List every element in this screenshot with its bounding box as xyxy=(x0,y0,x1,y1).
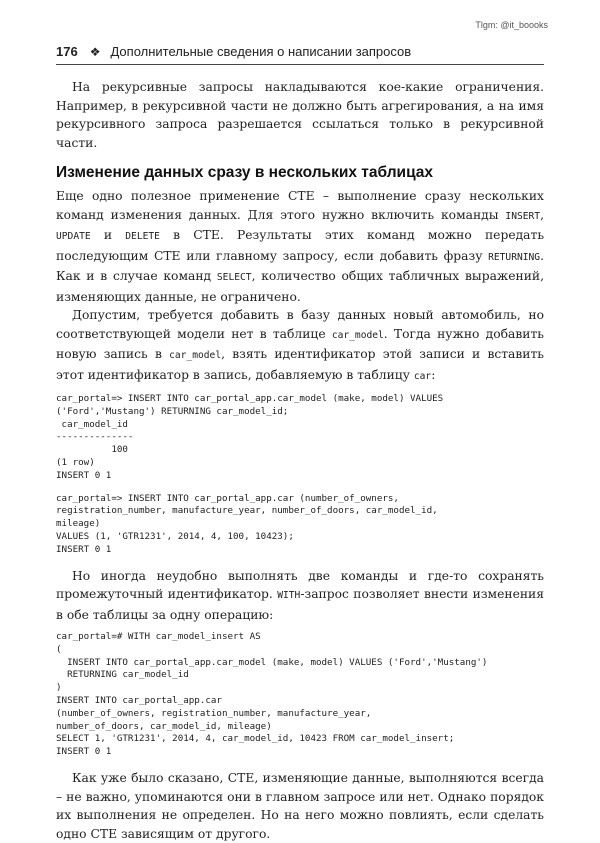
chapter-title: Дополнительные сведения о написании запросов xyxy=(110,44,412,59)
code-inline: RETURNING xyxy=(488,251,541,263)
code-inline: WITH xyxy=(277,590,301,602)
code-inline: DELETE xyxy=(125,231,160,242)
code-inline: SELECT xyxy=(216,272,252,283)
code-inline: UPDATE xyxy=(56,231,91,242)
code-block-insert-car: car_portal=> INSERT INTO car_portal_app.car (number_of_owners, registration_number, manufacture_year, number_of_doors, car_model_id, mileage) VALUES (1, 'GTR1231', 2014, 4, 100, 10423); INSERT 0 1 xyxy=(56,492,438,555)
code-block-with-insert: car_portal=# WITH car_model_insert AS ( INSERT INTO car_portal_app.car_model (make, model) VALUES ('Ford','Mustang') RETURNING car_model_id ) INSERT INTO car_portal_app.car (number_of_owners, registration_number, manufacture_year, number_of_doors, car_model_id, mileage) SELECT 1, 'GTR1231', 2014, 4, car_model_id, 10423 FROM car_model_insert; INSERT 0 1 xyxy=(56,631,488,758)
code-inline: car_model xyxy=(169,350,222,361)
page-body xyxy=(56,78,544,843)
paragraph-recursive-limits: На рекурсивные запросы накладываются кое-какие ограничения. Например, в рекурсивной части не должно быть агрегирования, а на имя рекурсивного запроса разрешается ссылаться только в рекурсивной части. xyxy=(56,80,544,150)
code-inline: car xyxy=(413,370,432,382)
paragraph-with-query: Но иногда неудобно выполнять две команды и где-то сохранять промежуточный идентификатор. WITH-запрос позволяет внести изменения в обе таблицы за одну операцию: xyxy=(56,568,544,622)
page-number: 176 xyxy=(56,44,78,59)
paragraph-new-car: Допустим, требуется добавить в базу данных новый автомобиль, но соответствующей модели нет в таблице car_model. Тогда нужно добавить новую запись в car_model, взять идентификатор этой записи и вставить этот идентификатор в запись, добавляемую в таблицу car: xyxy=(56,308,545,382)
watermark: Tlgm: @it_boooks xyxy=(475,20,548,30)
code-block-insert-model: car_portal=> INSERT INTO car_portal_app.car_model (make, model) VALUES ('Ford','Mustang') RETURNING car_model_id; car_model_id -------------- 100 (1 row) INSERT 0 1 xyxy=(56,393,444,481)
code-inline: INSERT xyxy=(505,210,541,222)
section-heading: Изменение данных сразу в нескольких таблицах xyxy=(56,164,434,181)
paragraph-cte-modify: Еще одно полезное применение CTE – выполнение сразу нескольких команд изменения данных. Для этого нужно включить команды INSERT, UPDATE и DELETE в CTE. Результаты этих команд можно передать последующим CTE или главному запросу, если добавить фразу RETURNING. Как и в случае команд SELECT, количество общих табличных выражений, изменяющих данные, не ограничено. xyxy=(56,189,545,304)
paragraph-cte-order: Как уже было сказано, CTE, изменяющие данные, выполняются всегда – не важно, упоминаются они в главном запросе или нет. Однако порядок их выполнения не определен. Но на него можно повлиять, если сделать одно CTE зависящим от другого. xyxy=(56,771,544,841)
running-header xyxy=(56,44,544,65)
ornament-icon: ❖ xyxy=(89,45,101,59)
code-inline: car_model xyxy=(331,329,384,341)
